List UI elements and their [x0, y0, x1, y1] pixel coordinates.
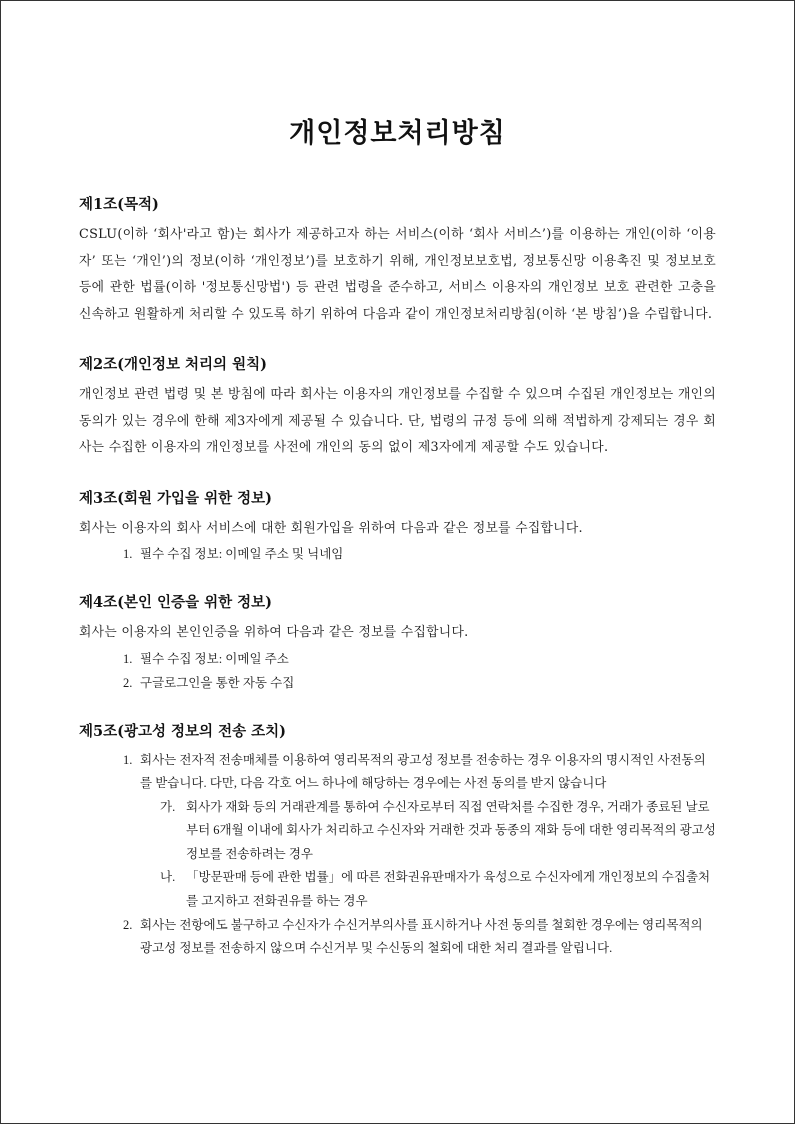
sub-list-item-text: 회사가 재화 등의 거래관계를 통하여 수신자로부터 직접 연락처를 수집한 경우, 거래가 종료된 날로부터 6개월 이내에 회사가 처리하고 수신자와 거래한 것과 동종의 재화 등에 대한 영리목적의 광고성 정보를 전송하려는 경우: [186, 799, 716, 861]
list-item-number: 1.: [123, 752, 133, 767]
section-body: 회사는 이용자의 본인인증을 위하여 다음과 같은 정보를 수집합니다.: [79, 625, 469, 640]
sub-list: [140, 796, 716, 914]
section-heading: 제4조(본인 인증을 위한 정보): [79, 594, 273, 611]
list-item-text: 필수 수집 정보: 이메일 주소 및 닉네임: [140, 547, 344, 561]
list-item-text: 필수 수집 정보: 이메일 주소: [140, 651, 289, 666]
list-item-text: 회사는 전자적 전송매체를 이용하여 영리목적의 광고성 정보를 전송하는 경우 이용자의 명시적인 사전동의를 받습니다. 다만, 다음 각호 어느 하나에 해당하는 경우에는 사전 동의를 받지 않습니다: [140, 752, 706, 791]
list-item: [123, 914, 716, 961]
section-article-4: [79, 592, 716, 695]
section-heading: 제1조(목적): [79, 196, 159, 213]
section-article-2: [79, 354, 716, 462]
list-item-number: 2.: [123, 675, 133, 690]
list-item-text: 회사는 전항에도 불구하고 수신자가 수신거부의사를 표시하거나 사전 동의를 철회한 경우에는 영리목적의 광고성 정보를 전송하지 않으며 수신거부 및 수신동의 철회에 대한 처리 결과를 알립니다.: [140, 917, 703, 956]
section-heading: 제3조(회원 가입을 위한 정보): [79, 489, 273, 507]
sub-list-item-marker: 나.: [160, 870, 176, 885]
section-article-3: [79, 488, 716, 567]
sub-list-item: [160, 796, 716, 867]
section-heading: 제5조(광고성 정보의 전송 조치): [79, 722, 287, 740]
list-item-number: 1.: [123, 651, 133, 666]
section-body: 개인정보 관련 법령 및 본 방침에 따라 회사는 이용자의 개인정보를 수집할 수 있으며 수집된 개인정보는 개인의 동의가 있는 경우에 한해 제3자에게 제공될 수 있습니다. 단, 법령의 규정 등에 의해 적법하게 강제되는 경우 회사는 수집한 이용자의 개인정보를 사전에 개인의 동의 없이 제3자에게 제공할 수도 있습니다.: [79, 387, 716, 455]
list-item: [123, 749, 716, 914]
list-item-number: 1.: [123, 547, 133, 561]
sub-list-item: [160, 866, 716, 913]
list-item-text: 구글로그인을 통한 자동 수집: [140, 675, 295, 690]
sub-list-item-text: 「방문판매 등에 관한 법률」에 따른 전화권유판매자가 육성으로 수신자에게 개인정보의 수집출처를 고지하고 전화권유를 하는 경우: [186, 870, 711, 909]
list-item: [123, 647, 716, 671]
numbered-list: [79, 647, 716, 695]
section-article-5: [79, 721, 716, 961]
page-title: 개인정보처리방침: [289, 118, 506, 149]
list-item: [123, 542, 716, 566]
sub-list-item-marker: 가.: [160, 799, 176, 814]
section-article-1: [79, 194, 716, 328]
numbered-list: [79, 749, 716, 961]
section-body: 회사는 이용자의 회사 서비스에 대한 회원가입을 위하여 다음과 같은 정보를 수집합니다.: [79, 520, 583, 536]
numbered-list: [79, 542, 716, 566]
section-body: CSLU(이하 ‘회사'라고 함)는 회사가 제공하고자 하는 서비스(이하 ‘회사 서비스’)를 이용하는 개인(이하 ‘이용자’ 또는 ‘개인’)의 정보(이하 ‘개인정보’)를 보호하기 위해, 개인정보보호법, 정보통신망 이용촉진 및 정보보호 등에 관한 법률(이하 '정보통신망법') 등 관련 법령을 준수하고, 서비스 이용자의 개인정보 보호 관련한 고충을 신속하고 원활하게 처리할 수 있도록 하기 위하여 다음과 같이 개인정보처리방침(이하 ‘본 방침’)을 수립합니다.: [79, 227, 716, 322]
list-item: [123, 671, 716, 695]
section-heading: 제2조(개인정보 처리의 원칙): [79, 356, 267, 373]
list-item-number: 2.: [123, 917, 133, 932]
